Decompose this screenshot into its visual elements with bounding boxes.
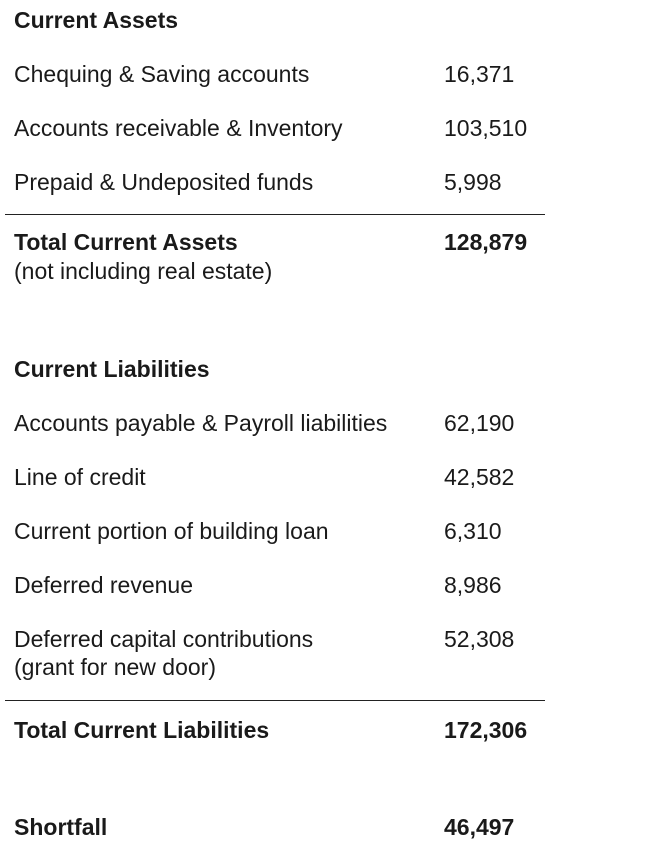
asset-row-value: 5,998 [444, 169, 502, 195]
shortfall-label: Shortfall [14, 814, 108, 840]
total-current-liabilities-label: Total Current Liabilities [14, 717, 270, 743]
shortfall-value: 46,497 [444, 814, 515, 840]
asset-row-label: Accounts receivable & Inventory [14, 115, 343, 141]
asset-row-label: Prepaid & Undeposited funds [14, 169, 314, 195]
total-current-assets-value: 128,879 [444, 229, 528, 255]
liability-row-label: Accounts payable & Payroll liabilities [14, 410, 388, 436]
asset-row-value: 103,510 [444, 115, 528, 141]
liabilities-divider [5, 700, 545, 701]
asset-row-value: 16,371 [444, 61, 515, 87]
current-liabilities-heading: Current Liabilities [14, 356, 210, 382]
liability-row-label: Deferred capital contributions [14, 626, 314, 652]
liability-row-value: 8,986 [444, 572, 502, 598]
liability-row-value: 62,190 [444, 410, 515, 436]
liability-row-label: Current portion of building loan [14, 518, 329, 544]
liability-row-value: 6,310 [444, 518, 502, 544]
total-current-assets-label: Total Current Assets [14, 229, 238, 255]
current-assets-heading: Current Assets [14, 7, 179, 33]
liability-row-label: Deferred revenue [14, 572, 193, 598]
total-current-liabilities-value: 172,306 [444, 717, 528, 743]
asset-row-label: Chequing & Saving accounts [14, 61, 310, 87]
total-current-assets-note: (not including real estate) [14, 258, 273, 284]
liability-row-note: (grant for new door) [14, 654, 216, 680]
liability-row-value: 42,582 [444, 464, 515, 490]
liability-row-label: Line of credit [14, 464, 146, 490]
liability-row-value: 52,308 [444, 626, 515, 652]
assets-divider [5, 214, 545, 215]
